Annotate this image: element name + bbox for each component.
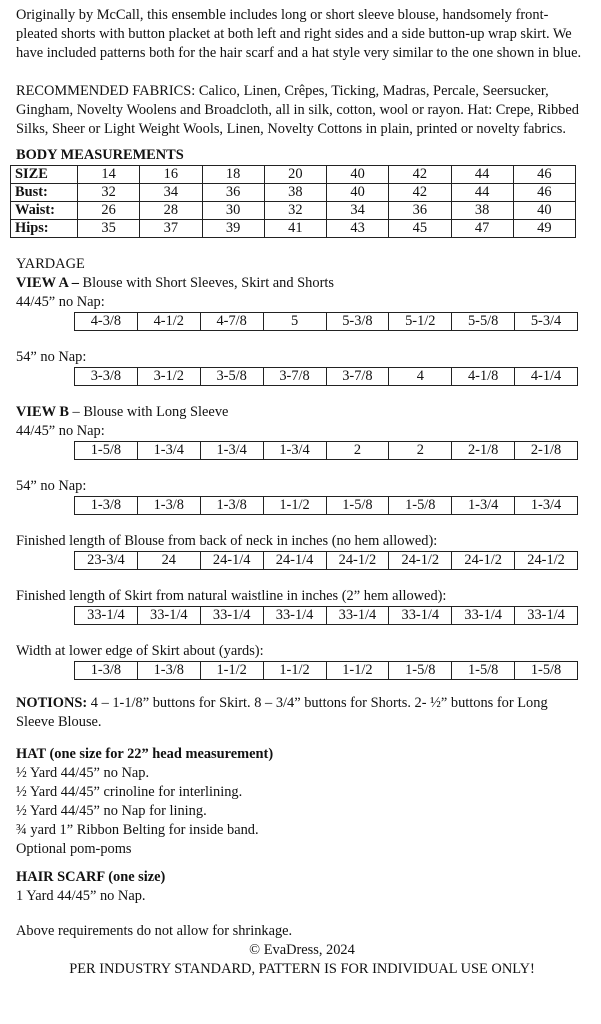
- table-cell: 1-3/8: [75, 662, 138, 680]
- table-cell: 39: [202, 220, 264, 238]
- table-cell: 23-3/4: [75, 552, 138, 570]
- table-row: [75, 442, 578, 460]
- table-cell: 3-7/8: [326, 368, 389, 386]
- table-cell: 3-1/2: [137, 368, 200, 386]
- hat-items-list: [16, 764, 588, 859]
- table-cell: 40: [327, 166, 389, 184]
- table-cell: 2-1/8: [452, 442, 515, 460]
- table-cell: 1-3/4: [200, 442, 263, 460]
- table-cell: 1-5/8: [326, 497, 389, 515]
- table-row: [75, 313, 578, 331]
- table-cell: 1-3/8: [137, 497, 200, 515]
- table-cell: 1-3/4: [137, 442, 200, 460]
- table-cell: 1-5/8: [515, 662, 578, 680]
- table-cell: 33-1/4: [75, 607, 138, 625]
- table-cell: 24-1/2: [515, 552, 578, 570]
- table-cell: 4-1/4: [515, 368, 578, 386]
- table-cell: 44: [451, 166, 513, 184]
- table-cell: 1-5/8: [389, 662, 452, 680]
- table-cell: 16: [140, 166, 202, 184]
- table-cell: 42: [389, 166, 451, 184]
- table-cell: 1-3/8: [75, 497, 138, 515]
- table-cell: 33-1/4: [326, 607, 389, 625]
- table-cell: 33-1/4: [515, 607, 578, 625]
- notions-paragraph: [16, 694, 588, 732]
- table-cell: 40: [327, 184, 389, 202]
- hair-scarf-text: 1 Yard 44/45” no Nap.: [16, 888, 146, 904]
- table-cell: 33-1/4: [137, 607, 200, 625]
- table-cell: 20: [264, 166, 326, 184]
- shrinkage-note: Above requirements do not allow for shrinkage.: [16, 923, 293, 939]
- table-cell: 46: [513, 184, 575, 202]
- table-row: [75, 552, 578, 570]
- table-cell: 38: [451, 202, 513, 220]
- table-cell: 3-7/8: [263, 368, 326, 386]
- table-row: [75, 368, 578, 386]
- table-cell: 34: [140, 184, 202, 202]
- table-cell: 1-5/8: [452, 662, 515, 680]
- table-cell: 47: [451, 220, 513, 238]
- notions-label: NOTIONS:: [16, 695, 88, 711]
- row-label: Hips:: [11, 220, 78, 238]
- view-a-nap54-label: 54” no Nap:: [16, 349, 87, 365]
- table-cell: 5: [263, 313, 326, 331]
- table-cell: 3-3/8: [75, 368, 138, 386]
- table-cell: 14: [78, 166, 140, 184]
- table-cell: 1-1/2: [263, 497, 326, 515]
- table-cell: 4-1/2: [137, 313, 200, 331]
- list-item: ½ Yard 44/45” no Nap for lining.: [16, 803, 207, 819]
- table-cell: 5-5/8: [452, 313, 515, 331]
- blouse-length-label: Finished length of Blouse from back of neck in inches (no hem allowed):: [16, 533, 438, 549]
- table-cell: 33-1/4: [200, 607, 263, 625]
- table-cell: 41: [264, 220, 326, 238]
- table-cell: 1-1/2: [200, 662, 263, 680]
- view-b-subtitle: – Blouse with Long Sleeve: [68, 404, 229, 420]
- intro-paragraph: Originally by McCall, this ensemble includes long or short sleeve blouse, handsomely front-pleated shorts with button placket at both left and right sides and a side button-up wrap skirt. We have included patterns both for the hair scarf and a hat style very similar to the one shown in blue.: [16, 7, 582, 61]
- skirt-width-table: [74, 661, 578, 680]
- view-b-title: VIEW B: [16, 404, 69, 420]
- table-cell: 4: [389, 368, 452, 386]
- table-cell: 32: [264, 202, 326, 220]
- table-cell: 24-1/4: [263, 552, 326, 570]
- row-label: Bust:: [11, 184, 78, 202]
- table-cell: 5-1/2: [389, 313, 452, 331]
- view-b-nap44-table: [74, 441, 578, 460]
- table-row: [75, 662, 578, 680]
- table-cell: 24-1/2: [326, 552, 389, 570]
- view-b-nap44-label: 44/45” no Nap:: [16, 423, 105, 439]
- view-b-nap54-label: 54” no Nap:: [16, 478, 87, 494]
- table-cell: 5-3/8: [326, 313, 389, 331]
- table-cell: 4-1/8: [452, 368, 515, 386]
- table-cell: 1-3/8: [137, 662, 200, 680]
- table-row: [75, 497, 578, 515]
- table-cell: 46: [513, 166, 575, 184]
- table-cell: 4-7/8: [200, 313, 263, 331]
- view-b-title-line: [16, 403, 588, 422]
- table-cell: 30: [202, 202, 264, 220]
- table-cell: 45: [389, 220, 451, 238]
- body-measurements-row: [11, 184, 576, 202]
- table-cell: 1-1/2: [263, 662, 326, 680]
- table-cell: 28: [140, 202, 202, 220]
- table-cell: 1-5/8: [389, 497, 452, 515]
- table-cell: 1-3/4: [515, 497, 578, 515]
- body-measurements-table: [10, 165, 576, 238]
- view-a-nap54-table: [74, 367, 578, 386]
- table-cell: 4-3/8: [75, 313, 138, 331]
- skirt-width-label: Width at lower edge of Skirt about (yards):: [16, 643, 264, 659]
- row-label: Waist:: [11, 202, 78, 220]
- body-measurements-row: [11, 220, 576, 238]
- table-cell: 33-1/4: [389, 607, 452, 625]
- table-cell: 1-1/2: [326, 662, 389, 680]
- list-item: ½ Yard 44/45” crinoline for interlining.: [16, 784, 243, 800]
- table-cell: 1-3/8: [200, 497, 263, 515]
- table-cell: 18: [202, 166, 264, 184]
- table-cell: 5-3/4: [515, 313, 578, 331]
- view-b-nap54-table: [74, 496, 578, 515]
- table-cell: 2: [389, 442, 452, 460]
- table-row: [75, 607, 578, 625]
- table-cell: 1-3/4: [263, 442, 326, 460]
- table-cell: 3-5/8: [200, 368, 263, 386]
- table-cell: 32: [78, 184, 140, 202]
- table-cell: 44: [451, 184, 513, 202]
- table-cell: 24-1/2: [389, 552, 452, 570]
- table-cell: 40: [513, 202, 575, 220]
- table-cell: 49: [513, 220, 575, 238]
- table-cell: 42: [389, 184, 451, 202]
- list-item: Optional pom-poms: [16, 841, 132, 857]
- hat-heading: HAT (one size for 22” head measurement): [16, 746, 274, 762]
- table-cell: 24-1/2: [452, 552, 515, 570]
- skirt-length-label: Finished length of Skirt from natural waistline in inches (2” hem allowed):: [16, 588, 447, 604]
- table-cell: 2-1/8: [515, 442, 578, 460]
- list-item: ¾ yard 1” Ribbon Belting for inside band.: [16, 822, 259, 838]
- table-cell: 33-1/4: [263, 607, 326, 625]
- blouse-length-table: [74, 551, 578, 570]
- hair-scarf-heading: HAIR SCARF (one size): [16, 869, 166, 885]
- table-cell: 43: [327, 220, 389, 238]
- view-a-nap44-table: [74, 312, 578, 331]
- table-cell: 2: [326, 442, 389, 460]
- notions-text: 4 – 1-1/8” buttons for Skirt. 8 – 3/4” buttons for Shorts. 2- ½” buttons for Long Sleeve Blouse.: [16, 695, 548, 730]
- table-cell: 34: [327, 202, 389, 220]
- table-cell: 33-1/4: [452, 607, 515, 625]
- table-cell: 1-5/8: [75, 442, 138, 460]
- view-a-subtitle: Blouse with Short Sleeves, Skirt and Shorts: [78, 275, 334, 291]
- table-cell: 36: [389, 202, 451, 220]
- view-a-nap44-label: 44/45” no Nap:: [16, 294, 105, 310]
- skirt-length-table: [74, 606, 578, 625]
- body-measurements-heading: BODY MEASUREMENTS: [16, 147, 184, 163]
- row-label: SIZE: [11, 166, 78, 184]
- table-cell: 1-3/4: [452, 497, 515, 515]
- table-cell: 36: [202, 184, 264, 202]
- recommended-fabrics-paragraph: RECOMMENDED FABRICS: Calico, Linen, Crêpes, Ticking, Madras, Percale, Seersucker, Gingham, Novelty Woolens and Broadcloth, all in silk, cotton, wool or rayon. Hat: Crepe, Ribbed Silks, Sheer or Light Weight Wools, Linen, Novelty Cottons in plain, printed or novelty fabrics.: [16, 83, 579, 137]
- list-item: ½ Yard 44/45” no Nap.: [16, 765, 150, 781]
- table-cell: 24: [137, 552, 200, 570]
- individual-use-disclaimer: PER INDUSTRY STANDARD, PATTERN IS FOR INDIVIDUAL USE ONLY!: [69, 961, 535, 977]
- body-measurements-row: [11, 166, 576, 184]
- table-cell: 26: [78, 202, 140, 220]
- view-a-title-line: [16, 274, 588, 293]
- table-cell: 24-1/4: [200, 552, 263, 570]
- copyright-line: © EvaDress, 2024: [249, 942, 355, 958]
- body-measurements-row: [11, 202, 576, 220]
- table-cell: 38: [264, 184, 326, 202]
- pattern-info-page: [16, 6, 588, 979]
- yardage-heading: YARDAGE: [16, 256, 85, 272]
- view-a-title: VIEW A –: [16, 275, 79, 291]
- table-cell: 37: [140, 220, 202, 238]
- table-cell: 35: [78, 220, 140, 238]
